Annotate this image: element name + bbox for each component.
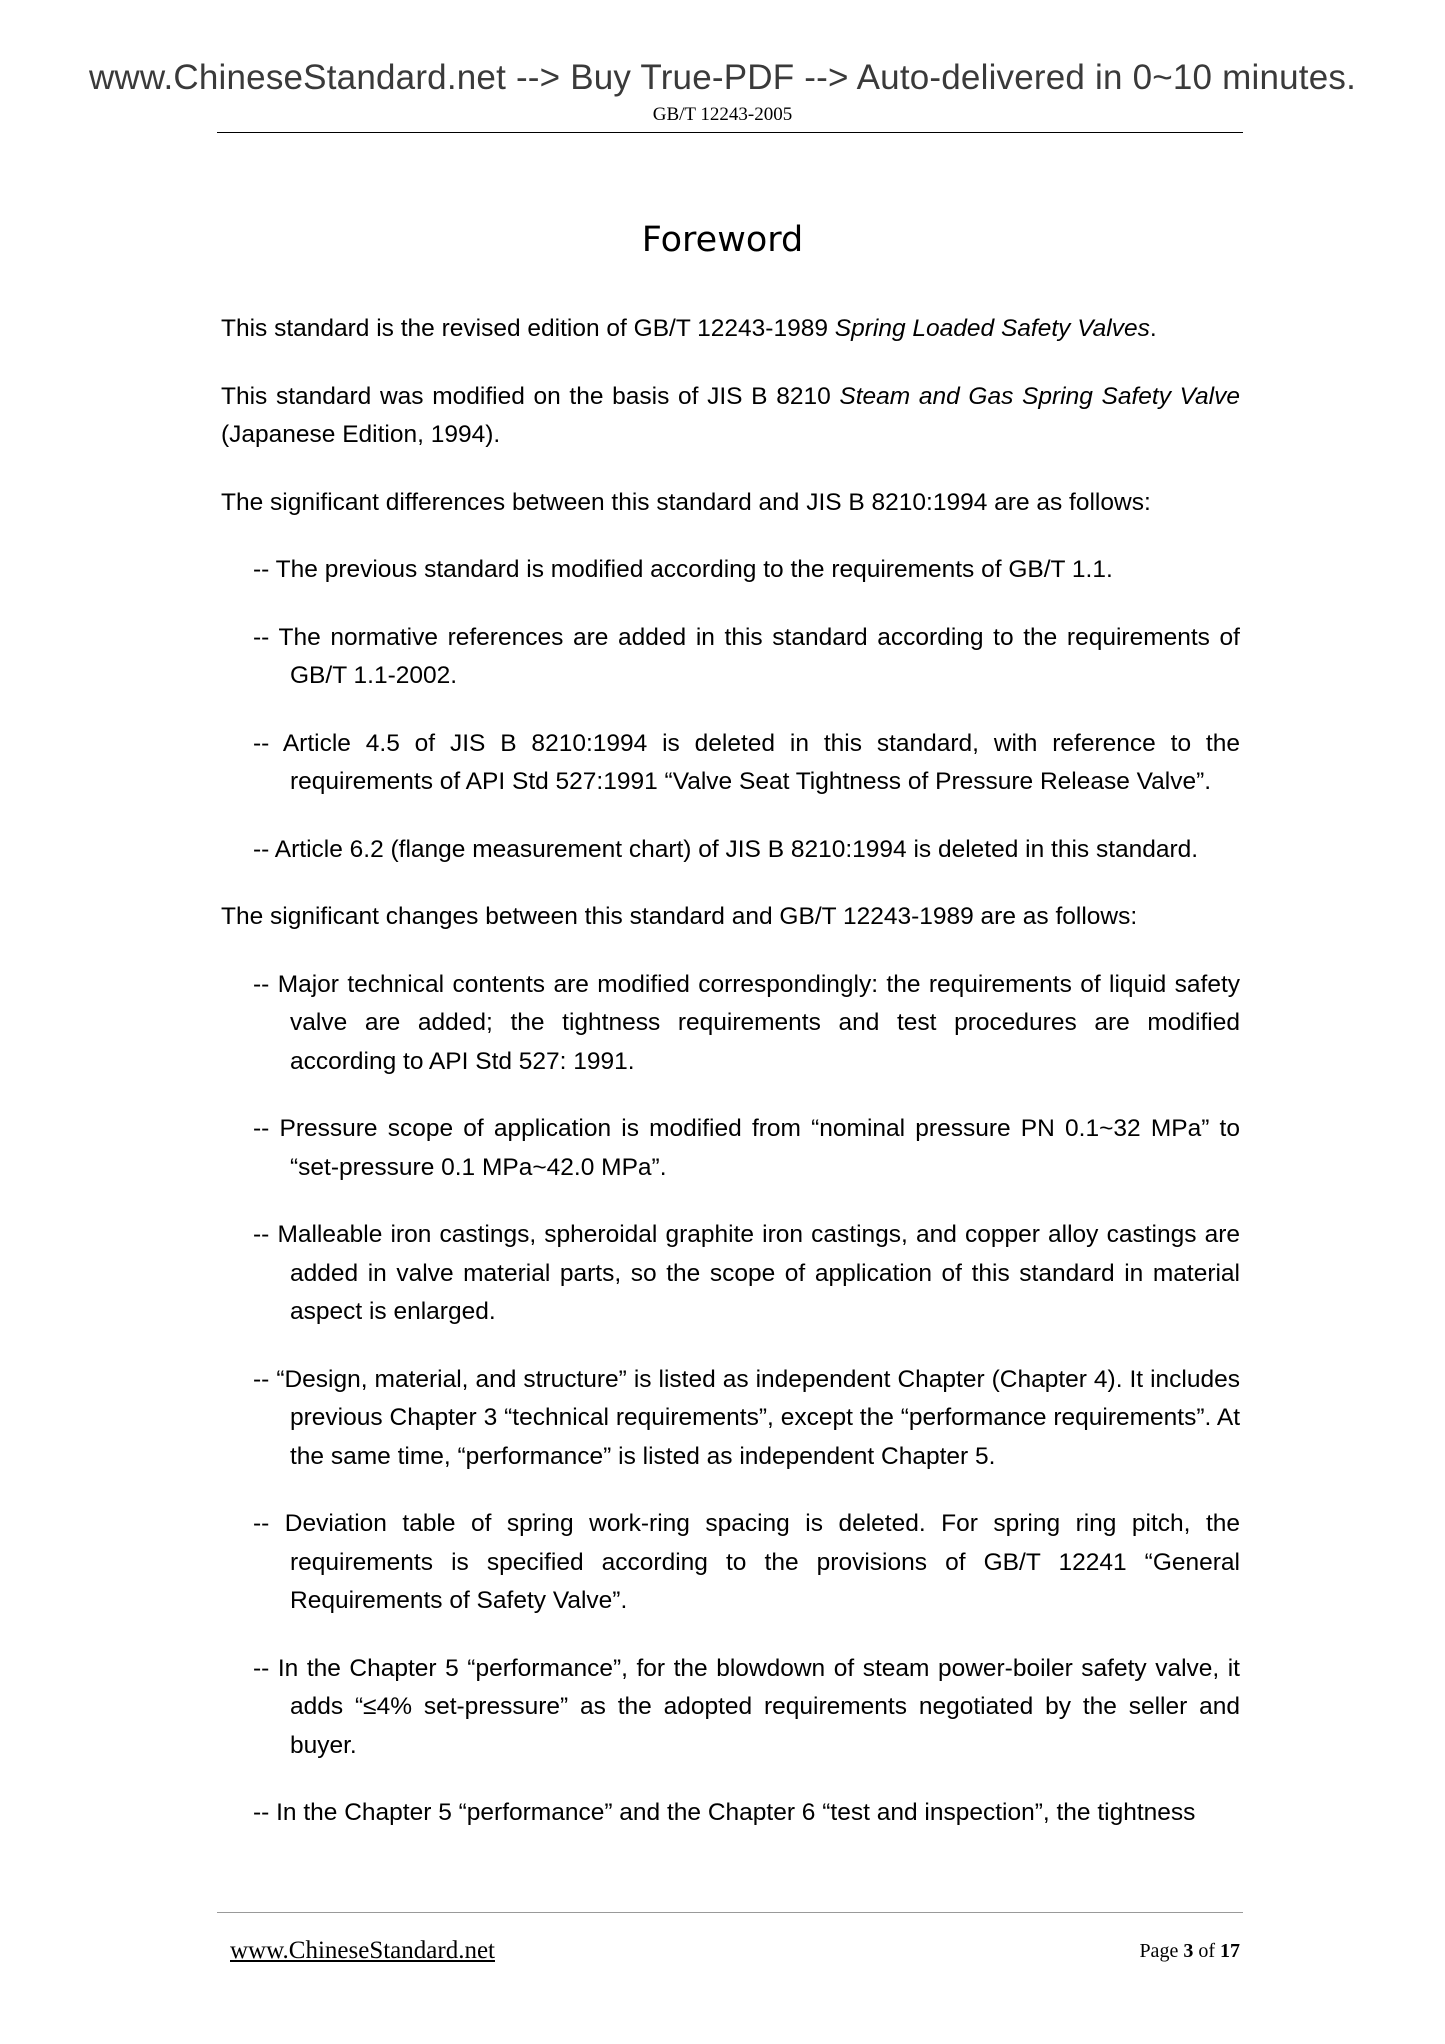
- paragraph-text: .: [1149, 315, 1157, 342]
- difference-item: -- Article 4.5 of JIS B 8210:1994 is deleted in this standard, with reference to the requirements of API Std 527:1991 “Valve Seat Tightness of Pressure Release Valve”.: [253, 729, 1240, 795]
- paragraph-text: This standard was modified on the basis of JIS B 8210: [221, 382, 840, 410]
- header-divider: [217, 132, 1243, 133]
- standard-title-italic: Spring Loaded Safety Valves: [834, 315, 1150, 342]
- change-item: -- In the Chapter 5 “performance” and the Chapter 6 “test and inspection”, the tightness: [253, 1799, 1196, 1826]
- difference-item: -- Article 6.2 (flange measurement chart) of JIS B 8210:1994 is deleted in this standard.: [253, 835, 1199, 863]
- change-item: -- Malleable iron castings, spheroidal graphite iron castings, and copper alloy castings are added in valve material parts, so the scope of application of this standard in material aspect is enlarged.: [253, 1221, 1240, 1325]
- page-title: Foreword: [641, 220, 804, 260]
- change-item: -- “Design, material, and structure” is listed as independent Chapter (Chapter 4). It includes previous Chapter 3 “technical requirements”, except the “performance requirements”. At the same time, “performance” is listed as independent Chapter 5.: [253, 1365, 1240, 1470]
- standard-title-italic: Steam and Gas Spring Safety Valve: [839, 382, 1241, 410]
- page-of-label: of: [1198, 1940, 1215, 1962]
- paragraph-differences-intro: The significant differences between this standard and JIS B 8210:1994 are as follows:: [221, 488, 1151, 516]
- top-banner[interactable]: www.ChineseStandard.net --> Buy True-PDF --> Auto-delivered in 0~10 minutes.: [88, 58, 1357, 97]
- page-label: Page: [1139, 1940, 1179, 1962]
- change-item: -- In the Chapter 5 “performance”, for the blowdown of steam power-boiler safety valve, it adds “≤4% set-pressure” as the adopted requirements negotiated by the seller and buyer.: [253, 1654, 1240, 1759]
- paragraph-text: (Japanese Edition, 1994).: [221, 421, 501, 448]
- difference-item: -- The previous standard is modified according to the requirements of GB/T 1.1.: [253, 556, 1113, 583]
- change-item: -- Deviation table of spring work-ring spacing is deleted. For spring ring pitch, the requirements is specified according to the provisions of GB/T 12241 “General Requirements of Safety Valve”.: [253, 1510, 1240, 1614]
- paragraph-text: This standard is the revised edition of GB/T 12243-1989: [221, 315, 835, 342]
- change-item: -- Pressure scope of application is modified from “nominal pressure PN 0.1~32 MPa” to “set-pressure 0.1 MPa~42.0 MPa”.: [253, 1115, 1240, 1181]
- paragraph-changes-intro: The significant changes between this standard and GB/T 12243-1989 are as follows:: [221, 903, 1138, 930]
- paragraph-revised-edition: [221, 310, 1240, 349]
- footer-website-link[interactable]: www.ChineseStandard.net: [230, 1937, 495, 1964]
- paragraph-modified-basis: [221, 378, 1240, 455]
- footer-divider: [217, 1912, 1243, 1913]
- page-number: [1139, 1940, 1240, 1963]
- total-pages: 17: [1220, 1940, 1240, 1962]
- difference-item: -- The normative references are added in this standard according to the requirements of GB/T 1.1-2002.: [253, 623, 1240, 689]
- change-item: -- Major technical contents are modified correspondingly: the requirements of liquid safety valve are added; the tightness requirements and test procedures are modified according to API Std 527: 1991.: [253, 970, 1240, 1075]
- standard-code-header: GB/T 12243-2005: [652, 104, 793, 125]
- current-page: 3: [1183, 1940, 1194, 1962]
- document-body: [221, 310, 1240, 1833]
